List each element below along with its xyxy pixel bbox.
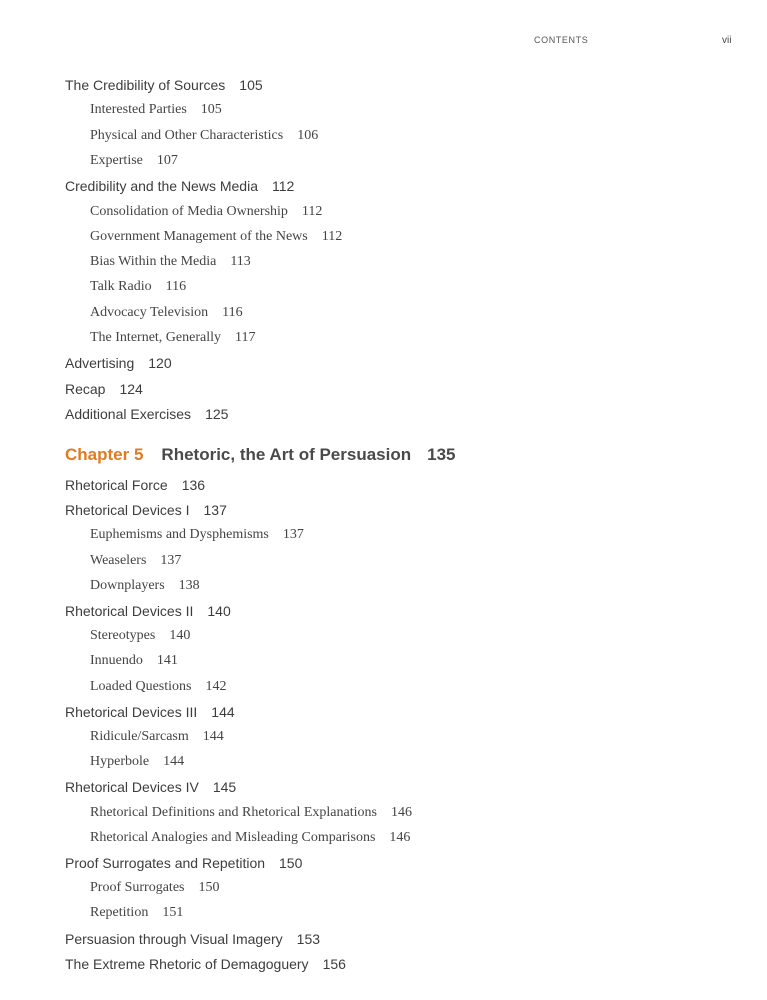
toc-entry-page: 113	[230, 254, 251, 270]
toc-entry-title: Repetition	[90, 905, 149, 921]
toc-entry-title: Rhetorical Devices II	[65, 603, 194, 619]
page-number: vii	[722, 35, 732, 46]
chapter-title: Rhetoric, the Art of Persuasion	[161, 445, 412, 464]
toc-entry-title: Euphemisms and Dysphemisms	[90, 527, 269, 543]
toc-section-entry	[65, 930, 320, 948]
toc-entry-title: Rhetorical Devices IV	[65, 779, 199, 796]
toc-subsection-entry	[90, 253, 251, 271]
toc-section-entry	[65, 177, 294, 195]
toc-subsection-entry	[90, 879, 220, 897]
toc-entry-title: The Credibility of Sources	[65, 77, 226, 93]
toc-entry-page: 150	[279, 855, 303, 871]
toc-entry-title: Loaded Questions	[90, 678, 192, 694]
toc-section-entry	[65, 602, 231, 620]
toc-entry-page: 146	[390, 804, 412, 820]
toc-subsection-entry	[90, 127, 318, 145]
toc-entry-title: Ridicule/Sarcasm	[90, 729, 189, 744]
toc-section-entry	[65, 955, 346, 973]
toc-entry-page: 151	[162, 905, 184, 921]
toc-entry-title: Bias Within the Media	[90, 254, 217, 270]
toc-entry-title: Rhetorical Force	[65, 477, 168, 493]
toc-section-entry	[65, 354, 172, 372]
toc-entry-title: Additional Exercises	[65, 405, 192, 422]
toc-entry-title: Persuasion through Visual Imagery	[65, 930, 283, 947]
toc-entry-page: 105	[200, 102, 222, 118]
toc-section-entry	[65, 380, 143, 398]
toc-entry-page: 112	[271, 178, 295, 195]
toc-entry-title: The Extreme Rhetoric of Demagoguery	[65, 955, 309, 972]
toc-entry-title: Advertising	[65, 355, 135, 372]
toc-subsection-entry	[90, 228, 342, 246]
chapter-page: 135	[427, 445, 456, 464]
toc-entry-page: 144	[211, 703, 235, 720]
toc-entry-title: Talk Radio	[90, 279, 152, 295]
toc-entry-page: 144	[202, 729, 224, 744]
toc-subsection-entry	[90, 278, 186, 296]
toc-entry-title: Hyperbole	[90, 754, 150, 770]
toc-entry-page: 112	[321, 228, 343, 244]
toc-entry-page: 153	[296, 930, 321, 947]
toc-entry-title: Interested Parties	[90, 102, 187, 118]
toc-entry-title: Proof Surrogates	[90, 880, 185, 896]
toc-entry-title: Rhetorical Devices I	[65, 502, 190, 519]
toc-subsection-entry	[90, 526, 304, 544]
toc-entry-page: 138	[178, 577, 200, 593]
toc-section-entry	[65, 76, 263, 94]
toc-entry-page: 156	[322, 955, 346, 972]
toc-entry-title: Rhetorical Definitions and Rhetorical Explanations	[90, 804, 377, 820]
toc-entry-page: 136	[181, 477, 206, 493]
chapter-label: Chapter 5	[65, 445, 144, 464]
toc-section-entry	[65, 703, 235, 721]
toc-subsection-entry	[90, 627, 190, 645]
toc-section-entry	[65, 501, 227, 519]
toc-entry-page: 106	[297, 127, 319, 143]
toc-entry-title: Weaselers	[90, 552, 147, 568]
toc-section-entry	[65, 405, 228, 423]
toc-entry-page: 125	[205, 405, 229, 422]
running-head-title: CONTENTS	[534, 35, 589, 45]
toc-entry-page: 107	[156, 152, 178, 168]
toc-subsection-entry	[90, 152, 178, 170]
toc-subsection-entry	[90, 203, 322, 221]
toc-entry-page: 140	[169, 628, 191, 644]
toc-entry-page: 117	[235, 330, 256, 345]
toc-entry-title: Government Management of the News	[90, 228, 308, 244]
toc-subsection-entry	[90, 753, 184, 771]
toc-entry-page: 116	[222, 304, 243, 320]
toc-entry-page: 145	[212, 779, 237, 796]
toc-entry-title: The Internet, Generally	[90, 330, 221, 345]
toc-entry-page: 144	[163, 754, 185, 770]
toc-entry-page: 146	[389, 829, 411, 845]
chapter-heading	[65, 444, 455, 466]
toc-entry-page: 137	[160, 552, 182, 568]
toc-entry-title: Expertise	[90, 152, 143, 168]
toc-entry-page: 150	[198, 880, 220, 896]
toc-subsection-entry	[90, 304, 243, 322]
toc-entry-title: Proof Surrogates and Repetition	[65, 855, 266, 871]
toc-entry-page: 137	[203, 502, 227, 519]
toc-entry-page: 137	[282, 527, 304, 543]
toc-subsection-entry	[90, 101, 222, 119]
toc-entry-page: 112	[301, 203, 323, 219]
toc-entry-title: Recap	[65, 380, 106, 397]
toc-entry-title: Advocacy Television	[90, 304, 209, 320]
toc-entry-page: 105	[239, 77, 263, 93]
toc-entry-page: 141	[156, 653, 178, 669]
toc-subsection-entry	[90, 577, 200, 595]
toc-entry-page: 142	[205, 678, 227, 694]
toc-entry-title: Consolidation of Media Ownership	[90, 203, 288, 219]
toc-entry-title: Credibility and the News Media	[65, 178, 258, 195]
toc-entry-title: Rhetorical Devices III	[65, 703, 198, 720]
toc-subsection-entry	[90, 552, 181, 570]
toc-entry-title: Downplayers	[90, 577, 165, 593]
toc-subsection-entry	[90, 329, 255, 347]
toc-subsection-entry	[90, 678, 226, 696]
toc-entry-title: Rhetorical Analogies and Misleading Comparisons	[90, 829, 376, 845]
toc-section-entry	[65, 778, 236, 796]
toc-subsection-entry	[90, 652, 178, 670]
toc-entry-page: 120	[148, 355, 172, 372]
toc-section-entry	[65, 476, 205, 494]
toc-entry-title: Innuendo	[90, 653, 143, 669]
toc-subsection-entry	[90, 904, 183, 922]
toc-entry-title: Physical and Other Characteristics	[90, 127, 284, 143]
toc-subsection-entry	[90, 728, 224, 746]
toc-subsection-entry	[90, 804, 412, 822]
toc-entry-page: 124	[119, 380, 143, 397]
toc-entry-page: 116	[165, 279, 187, 295]
toc-subsection-entry	[90, 829, 410, 847]
toc-entry-title: Stereotypes	[90, 628, 156, 644]
toc-section-entry	[65, 854, 302, 872]
toc-entry-page: 140	[207, 603, 231, 619]
